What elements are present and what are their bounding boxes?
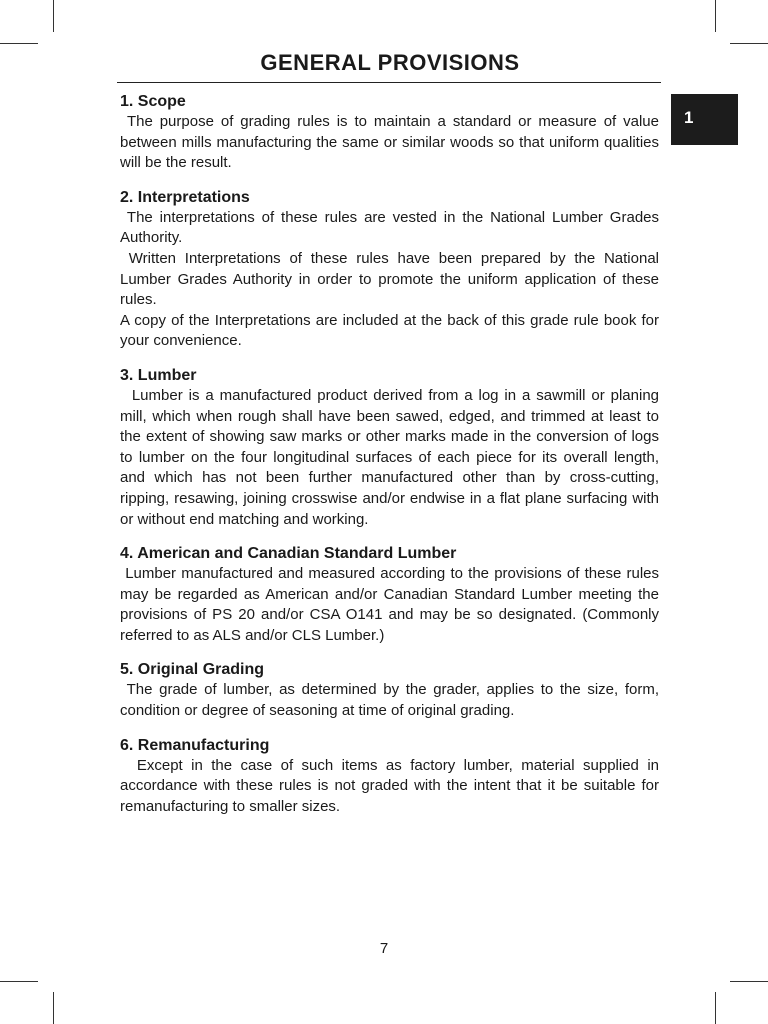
- crop-mark: [715, 0, 716, 32]
- section-standard-lumber: [120, 544, 664, 646]
- section-paragraph: The purpose of grading rules is to maintain a standard or measure of value between mills manufacturing the same or similar woods so that uniform qualities will be the result.: [120, 113, 664, 172]
- section-paragraph: The grade of lumber, as determined by the grader, applies to the size, form, condition or degree of seasoning at time of original grading.: [120, 681, 664, 720]
- section-paragraph: The interpretations of these rules are vested in the National Lumber Grades Authority.: [120, 208, 663, 247]
- section-heading: 1. Scope: [120, 93, 186, 110]
- section-heading: 4. American and Canadian Standard Lumber: [120, 545, 457, 563]
- crop-mark: [0, 981, 38, 982]
- crop-mark: [53, 0, 54, 32]
- section-paragraph: A copy of the Interpretations are included at the back of this grade rule book for your convenience.: [120, 311, 664, 350]
- section-remanufacturing: [120, 736, 664, 818]
- page-number: 7: [379, 940, 389, 957]
- crop-mark: [53, 992, 54, 1024]
- page-title: GENERAL PROVISIONS: [260, 50, 520, 75]
- section-paragraph: Written Interpretations of these rules have been prepared by the National Lumber Grades Authority in order to promote the uniform application of these rules.: [120, 249, 664, 309]
- section-paragraph: Lumber manufactured and measured according to the provisions of these rules may be regarded as American and/or Canadian Standard Lumber meeting the provisions of PS 20 and/or CSA O141 and may be so designated. (Commonly referred to as ALS and/or CLS Lumber.): [120, 565, 664, 644]
- section-lumber: [120, 366, 664, 530]
- section-heading: 5. Original Grading: [120, 661, 265, 679]
- document-body: [120, 92, 664, 831]
- section-original-grading: [120, 660, 664, 721]
- section-heading: 2. Interpretations: [120, 188, 250, 206]
- crop-mark: [0, 43, 38, 44]
- chapter-tab: 1: [671, 94, 738, 145]
- crop-mark: [730, 981, 768, 982]
- section-heading: 6. Remanufacturing: [120, 736, 270, 754]
- section-paragraph: Except in the case of such items as factory lumber, material supplied in accordance with these rules is not graded with the intent that it be suitable for remanufacturing to smaller sizes.: [120, 756, 664, 815]
- crop-mark: [715, 992, 716, 1024]
- section-interpretations: [120, 188, 664, 352]
- section-scope: [120, 92, 664, 174]
- section-paragraph: Lumber is a manufactured product derived from a log in a sawmill or planing mill, which when rough shall have been sawed, edged, and trimmed at least to the extent of showing saw marks or other marks made in the conversion of logs to lumber on the four longitudinal surfaces of each piece for its overall length, and which has not been further manufactured other than by cross-cutting, ripping, resawing, joining crosswise and/or endwise in a flat plane surfacing with or without end matching and working.: [120, 386, 664, 528]
- title-divider: [117, 82, 661, 83]
- section-heading: 3. Lumber: [120, 366, 197, 384]
- crop-mark: [730, 43, 768, 44]
